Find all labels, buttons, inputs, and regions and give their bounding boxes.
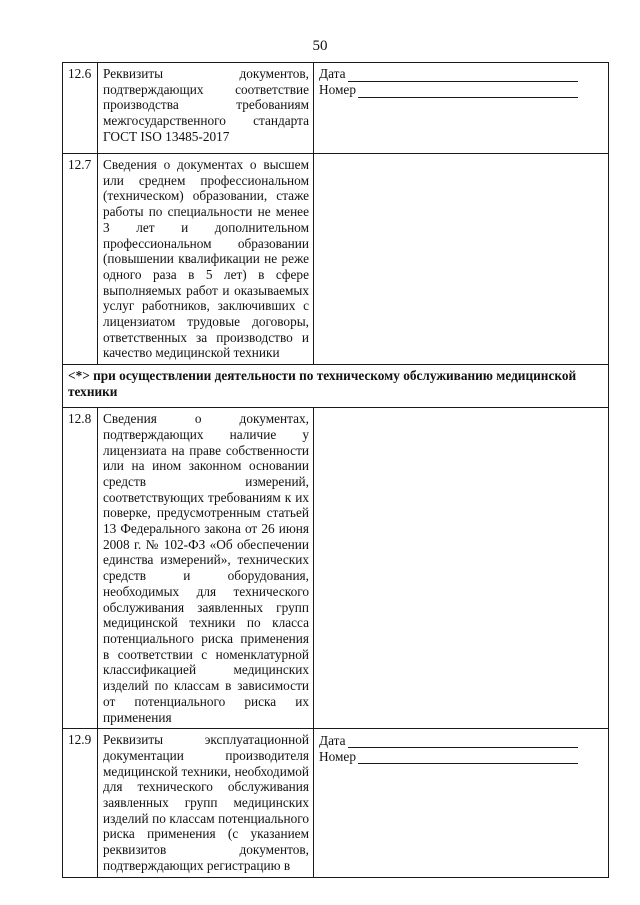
row-number: 12.6 [63,63,98,154]
number-field[interactable] [319,82,604,98]
number-field[interactable] [319,748,604,764]
date-label: Дата [319,732,346,748]
row-description: Сведения о документах о высшем или среднем профессиональном (техническом) образовании, стаже работы по специальности не менее 3 лет и дополнительном профессиональном образовании (повышении квалификации не реже одного раза в 5 лет) в сфере выполняемых работ и оказываемых услуг работников, заключивших с лицензиатом трудовые договоры, ответственных за производство и качество медицинской техники [98,154,314,365]
section-header-row [63,365,609,408]
date-field[interactable] [319,732,604,748]
date-label: Дата [319,66,346,82]
number-label: Номер [319,748,356,764]
number-input-line[interactable] [358,751,578,764]
row-number: 12.9 [63,729,98,877]
table-row-12-9 [63,729,609,877]
date-input-line[interactable] [348,69,578,82]
row-number: 12.7 [63,154,98,365]
section-heading: <*> при осуществлении деятельности по техническому обслуживанию медицинской техники [63,365,609,408]
number-label: Номер [319,82,356,98]
table-row-12-7 [63,154,609,365]
requisites-table [62,62,609,878]
row-description: Сведения о документах, подтверждающих наличие у лицензиата на праве собственности или на ином законном основании средств измерений, соответствующих требованиям к их поверке, предусмотренным статьей 13 Федерального закона от 26 июня 2008 г. № 102-ФЗ «Об обеспечении единства измерений», технических средств и оборудования, необходимых для технического обслуживания заявленных групп медицинской техники по класса потенциального риска применения в соответствии с номенклатурной классификацией медицинских изделий по классам в зависимости от потенциального риска их применения [98,408,314,729]
table-row-12-6 [63,63,609,154]
row-description: Реквизиты документов, подтверждающих соответствие производства требованиям межгосударственного стандарта ГОСТ ISO 13485-2017 [98,63,314,154]
number-input-line[interactable] [358,85,578,98]
row-value-cell [314,63,609,154]
row-value-cell [314,729,609,877]
table-row-12-8 [63,408,609,729]
row-description: Реквизиты эксплуатационной документации производителя медицинской техники, необходимой для технического обслуживания заявленных групп медицинских изделий по классам потенциального риска применения (с указанием реквизитов документов, подтверждающих регистрацию в [98,729,314,877]
date-field[interactable] [319,66,604,82]
row-number: 12.8 [63,408,98,729]
date-input-line[interactable] [348,735,578,748]
row-value-cell[interactable] [314,154,609,365]
page-number: 50 [312,38,328,54]
row-value-cell[interactable] [314,408,609,729]
